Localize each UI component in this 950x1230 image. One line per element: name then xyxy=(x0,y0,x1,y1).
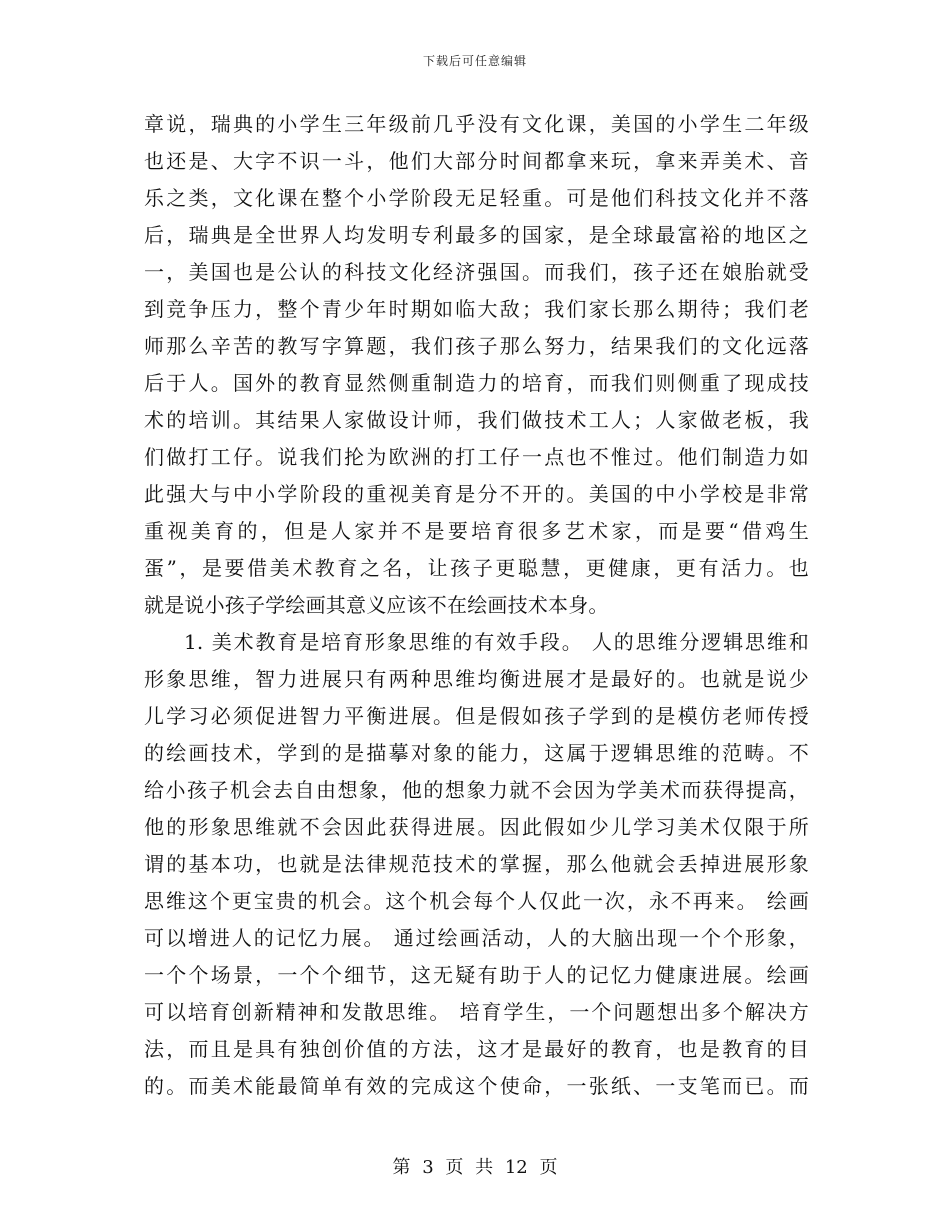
text-line: 给小孩子机会去自由想象，他的想象力就不会因为学美术而获得提高， xyxy=(144,778,809,802)
text-line: 谓的基本功，也就是法律规范技术的掌握，那么他就会丢掉进展形象 xyxy=(144,852,809,876)
text-line: 一个个场景，一个个细节，这无疑有助于人的记忆力健康进展。绘画 xyxy=(144,963,809,987)
text-line: 就是说小孩子学绘画其意义应该不在绘画技术本身。 xyxy=(144,593,609,617)
text-line: 可以增进人的记忆力展。 通过绘画活动，人的大脑出现一个个形象， xyxy=(144,926,809,950)
text-line: 章说，瑞典的小学生三年级前几乎没有文化课，美国的小学生二年级 xyxy=(144,112,809,136)
text-line: 思维这个更宝贵的机会。这个机会每个人仅此一次，永不再来。 绘画 xyxy=(144,889,809,913)
text-line: 到竞争压力，整个青少年时期如临大敌；我们家长那么期待；我们老 xyxy=(144,297,809,321)
page-header: 下载后可任意编辑 xyxy=(422,54,527,68)
text-line: 一，美国也是公认的科技文化经济强国。而我们，孩子还在娘胎就受 xyxy=(144,260,809,284)
text-line: 的。而美术能最简单有效的完成这个使命，一张纸、一支笔而已。而 xyxy=(144,1074,809,1098)
paragraph-start-line: 1. 美术教育是培育形象思维的有效手段。 人的思维分逻辑思维和 xyxy=(184,630,809,654)
text-line: 蛋”，是要借美术教育之名，让孩子更聪慧，更健康，更有活力。也 xyxy=(144,556,809,580)
text-line: 们做打工仔。说我们抡为欧洲的打工仔一点也不惟过。他们制造力如 xyxy=(144,445,809,469)
text-line: 的绘画技术，学到的是描摹对象的能力，这属于逻辑思维的范畴。不 xyxy=(144,741,809,765)
text-line: 重视美育的，但是人家并不是要培育很多艺术家，而是要“借鸡生 xyxy=(144,519,809,543)
text-line: 可以培育创新精神和发散思维。 培育学生，一个问题想出多个解决方 xyxy=(144,1000,809,1024)
text-line: 儿学习必须促进智力平衡进展。但是假如孩子学到的是模仿老师传授 xyxy=(144,704,809,728)
text-line: 后，瑞典是全世界人均发明专利最多的国家，是全球最富裕的地区之 xyxy=(144,223,809,247)
text-line: 此强大与中小学阶段的重视美育是分不开的。美国的中小学校是非常 xyxy=(144,482,809,506)
text-line: 也还是、大字不识一斗，他们大部分时间都拿来玩，拿来弄美术、音 xyxy=(144,149,809,173)
text-line: 术的培训。其结果人家做设计师，我们做技术工人；人家做老板，我 xyxy=(144,408,809,432)
page-number: 第 3 页 共 12 页 xyxy=(392,1157,558,1178)
document-body xyxy=(144,106,809,1105)
text-line: 法，而且是具有独创价值的方法，这才是最好的教育，也是教育的目 xyxy=(144,1037,809,1061)
text-line: 后于人。国外的教育显然侧重制造力的培育，而我们则侧重了现成技 xyxy=(144,371,809,395)
text-line: 师那么辛苦的教写字算题，我们孩子那么努力，结果我们的文化远落 xyxy=(144,334,809,358)
text-line: 他的形象思维就不会因此获得进展。因此假如少儿学习美术仅限于所 xyxy=(144,815,809,839)
text-line: 形象思维，智力进展只有两种思维均衡进展才是最好的。也就是说少 xyxy=(144,667,809,691)
text-line: 乐之类，文化课在整个小学阶段无足轻重。可是他们科技文化并不落 xyxy=(144,186,809,210)
